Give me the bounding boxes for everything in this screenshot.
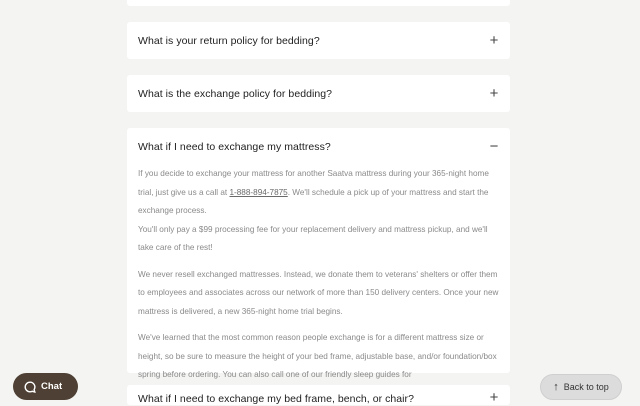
faq-question: What if I need to exchange my bed frame, bench, or chair?	[138, 393, 414, 405]
faq-list	[127, 0, 510, 405]
faq-item-exchange-mattress[interactable]	[127, 128, 510, 379]
faq-question: What is your return policy for bedding?	[138, 34, 320, 47]
chat-bubble-icon	[24, 381, 36, 393]
faq-question-row[interactable]	[127, 385, 510, 405]
plus-icon[interactable]: +	[489, 85, 499, 102]
chat-label: Chat	[41, 381, 63, 392]
chat-button[interactable]	[13, 373, 78, 400]
faq-item-exchange-bedding[interactable]	[127, 75, 510, 112]
faq-item-return-bedding[interactable]	[127, 22, 510, 59]
faq-question: What if I need to exchange my mattress?	[138, 140, 331, 153]
answer-paragraph: If you decide to exchange your mattress for another Saatva mattress during your 365-night home trial, just give us a call at 1-888-894-7875. We'll schedule a pick up of your mattress and start the exchange process. You'll only pay a $99 processing fee for your replacement delivery and mattress pickup, and we'll take care of the rest!	[138, 169, 489, 252]
answer-paragraph: We never resell exchanged mattresses. Instead, we donate them to veterans' shelters or offer them to employees and associates across our network of more than 150 delivery centers. Once your new mattress is delivered, a new 365-night home trial begins.	[138, 269, 499, 316]
faq-question-row[interactable]	[127, 128, 510, 165]
faq-question-row[interactable]	[127, 75, 510, 112]
phone-link[interactable]: 1-888-894-7875	[229, 187, 288, 197]
faq-item-exchange-frame[interactable]	[127, 385, 510, 405]
plus-icon[interactable]: +	[489, 389, 499, 406]
back-to-top-label: Back to top	[563, 382, 609, 392]
faq-answer	[127, 165, 510, 379]
plus-icon[interactable]: +	[489, 32, 499, 49]
faq-question-row[interactable]	[127, 22, 510, 59]
back-to-top-button[interactable]	[540, 374, 622, 400]
faq-item-previous	[127, 0, 510, 6]
minus-icon[interactable]: −	[489, 138, 499, 155]
arrow-up-icon: ↑	[553, 380, 559, 393]
faq-question: What is the exchange policy for bedding?	[138, 87, 333, 100]
answer-paragraph: We've learned that the most common reason people exchange is for a different mattress size or height, so be sure to measure the height of your bed frame, adjustable base, and/or foundation/box spring before ordering. You can also call one of our friendly sleep guides for	[138, 333, 497, 379]
